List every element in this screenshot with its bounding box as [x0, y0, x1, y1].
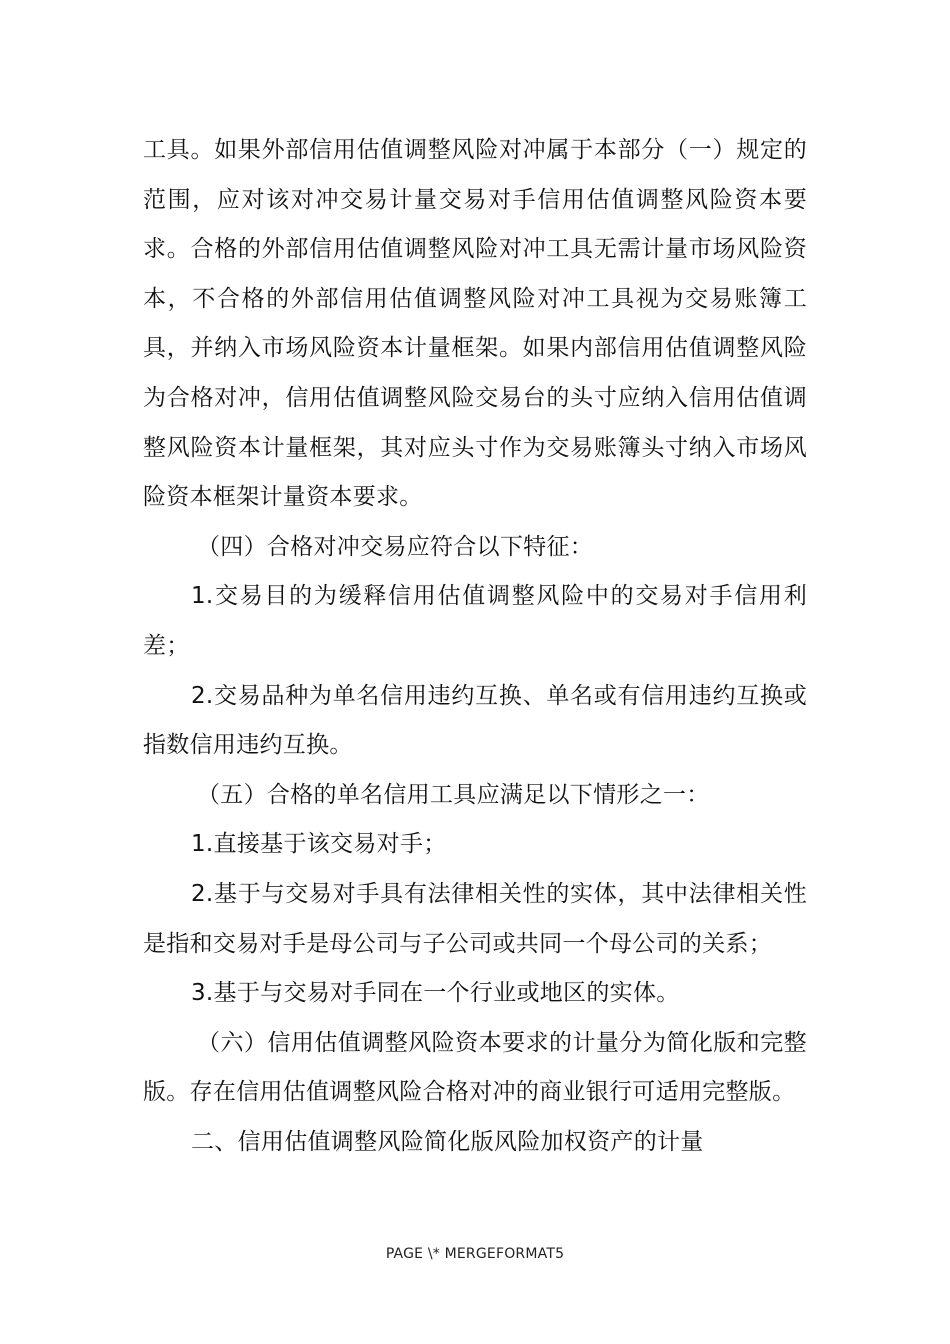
- paragraph-section-4-heading: （四）合格对冲交易应符合以下特征：: [197, 533, 594, 560]
- section-heading-2: 二、信用估值调整风险简化版风险加权资产的计量: [191, 1128, 704, 1155]
- paragraph-hedge-scope: 工具。如果外部信用估值调整风险对冲属于本部分（一）规定的范围，应对该对冲交易计量交易对手信用估值调整风险资本要求。合格的外部信用估值调整风险对冲工具无需计量市场风险资本，不合格的外部信用估值调整风险对冲工具视为交易账簿工具，并纳入市场风险资本计量框架。如果内部信用估值调整风险为合格对冲，信用估值调整风险交易台的头寸应纳入信用估值调整风险资本计量框架，其对应头寸作为交易账簿头寸纳入市场风险资本框架计量资本要求。: [143, 137, 807, 511]
- page-footer: PAGE \* MERGEFORMAT5: [385, 1246, 565, 1262]
- paragraph-section-5-item-1: 1.直接基于该交易对手；: [191, 831, 447, 858]
- paragraph-section-4-item-2: 2.交易品种为单名信用违约互换、单名或有信用违约互换或指数信用违约互换。: [143, 682, 807, 759]
- paragraph-section-5-heading: （五）合格的单名信用工具应满足以下情形之一：: [197, 781, 710, 808]
- paragraph-section-5-item-3: 3.基于与交易对手同在一个行业或地区的实体。: [191, 980, 680, 1007]
- paragraph-section-6: （六）信用估值调整风险资本要求的计量分为简化版和完整版。存在信用估值调整风险合格对冲的商业银行可适用完整版。: [143, 1029, 807, 1106]
- paragraph-section-4-item-1: 1.交易目的为缓释信用估值调整风险中的交易对手信用利差；: [143, 583, 807, 659]
- document-body: [143, 126, 807, 1167]
- paragraph-section-5-item-2: 2.基于与交易对手具有法律相关性的实体，其中法律相关性是指和交易对手是母公司与子公司或共同一个母公司的关系；: [143, 880, 807, 957]
